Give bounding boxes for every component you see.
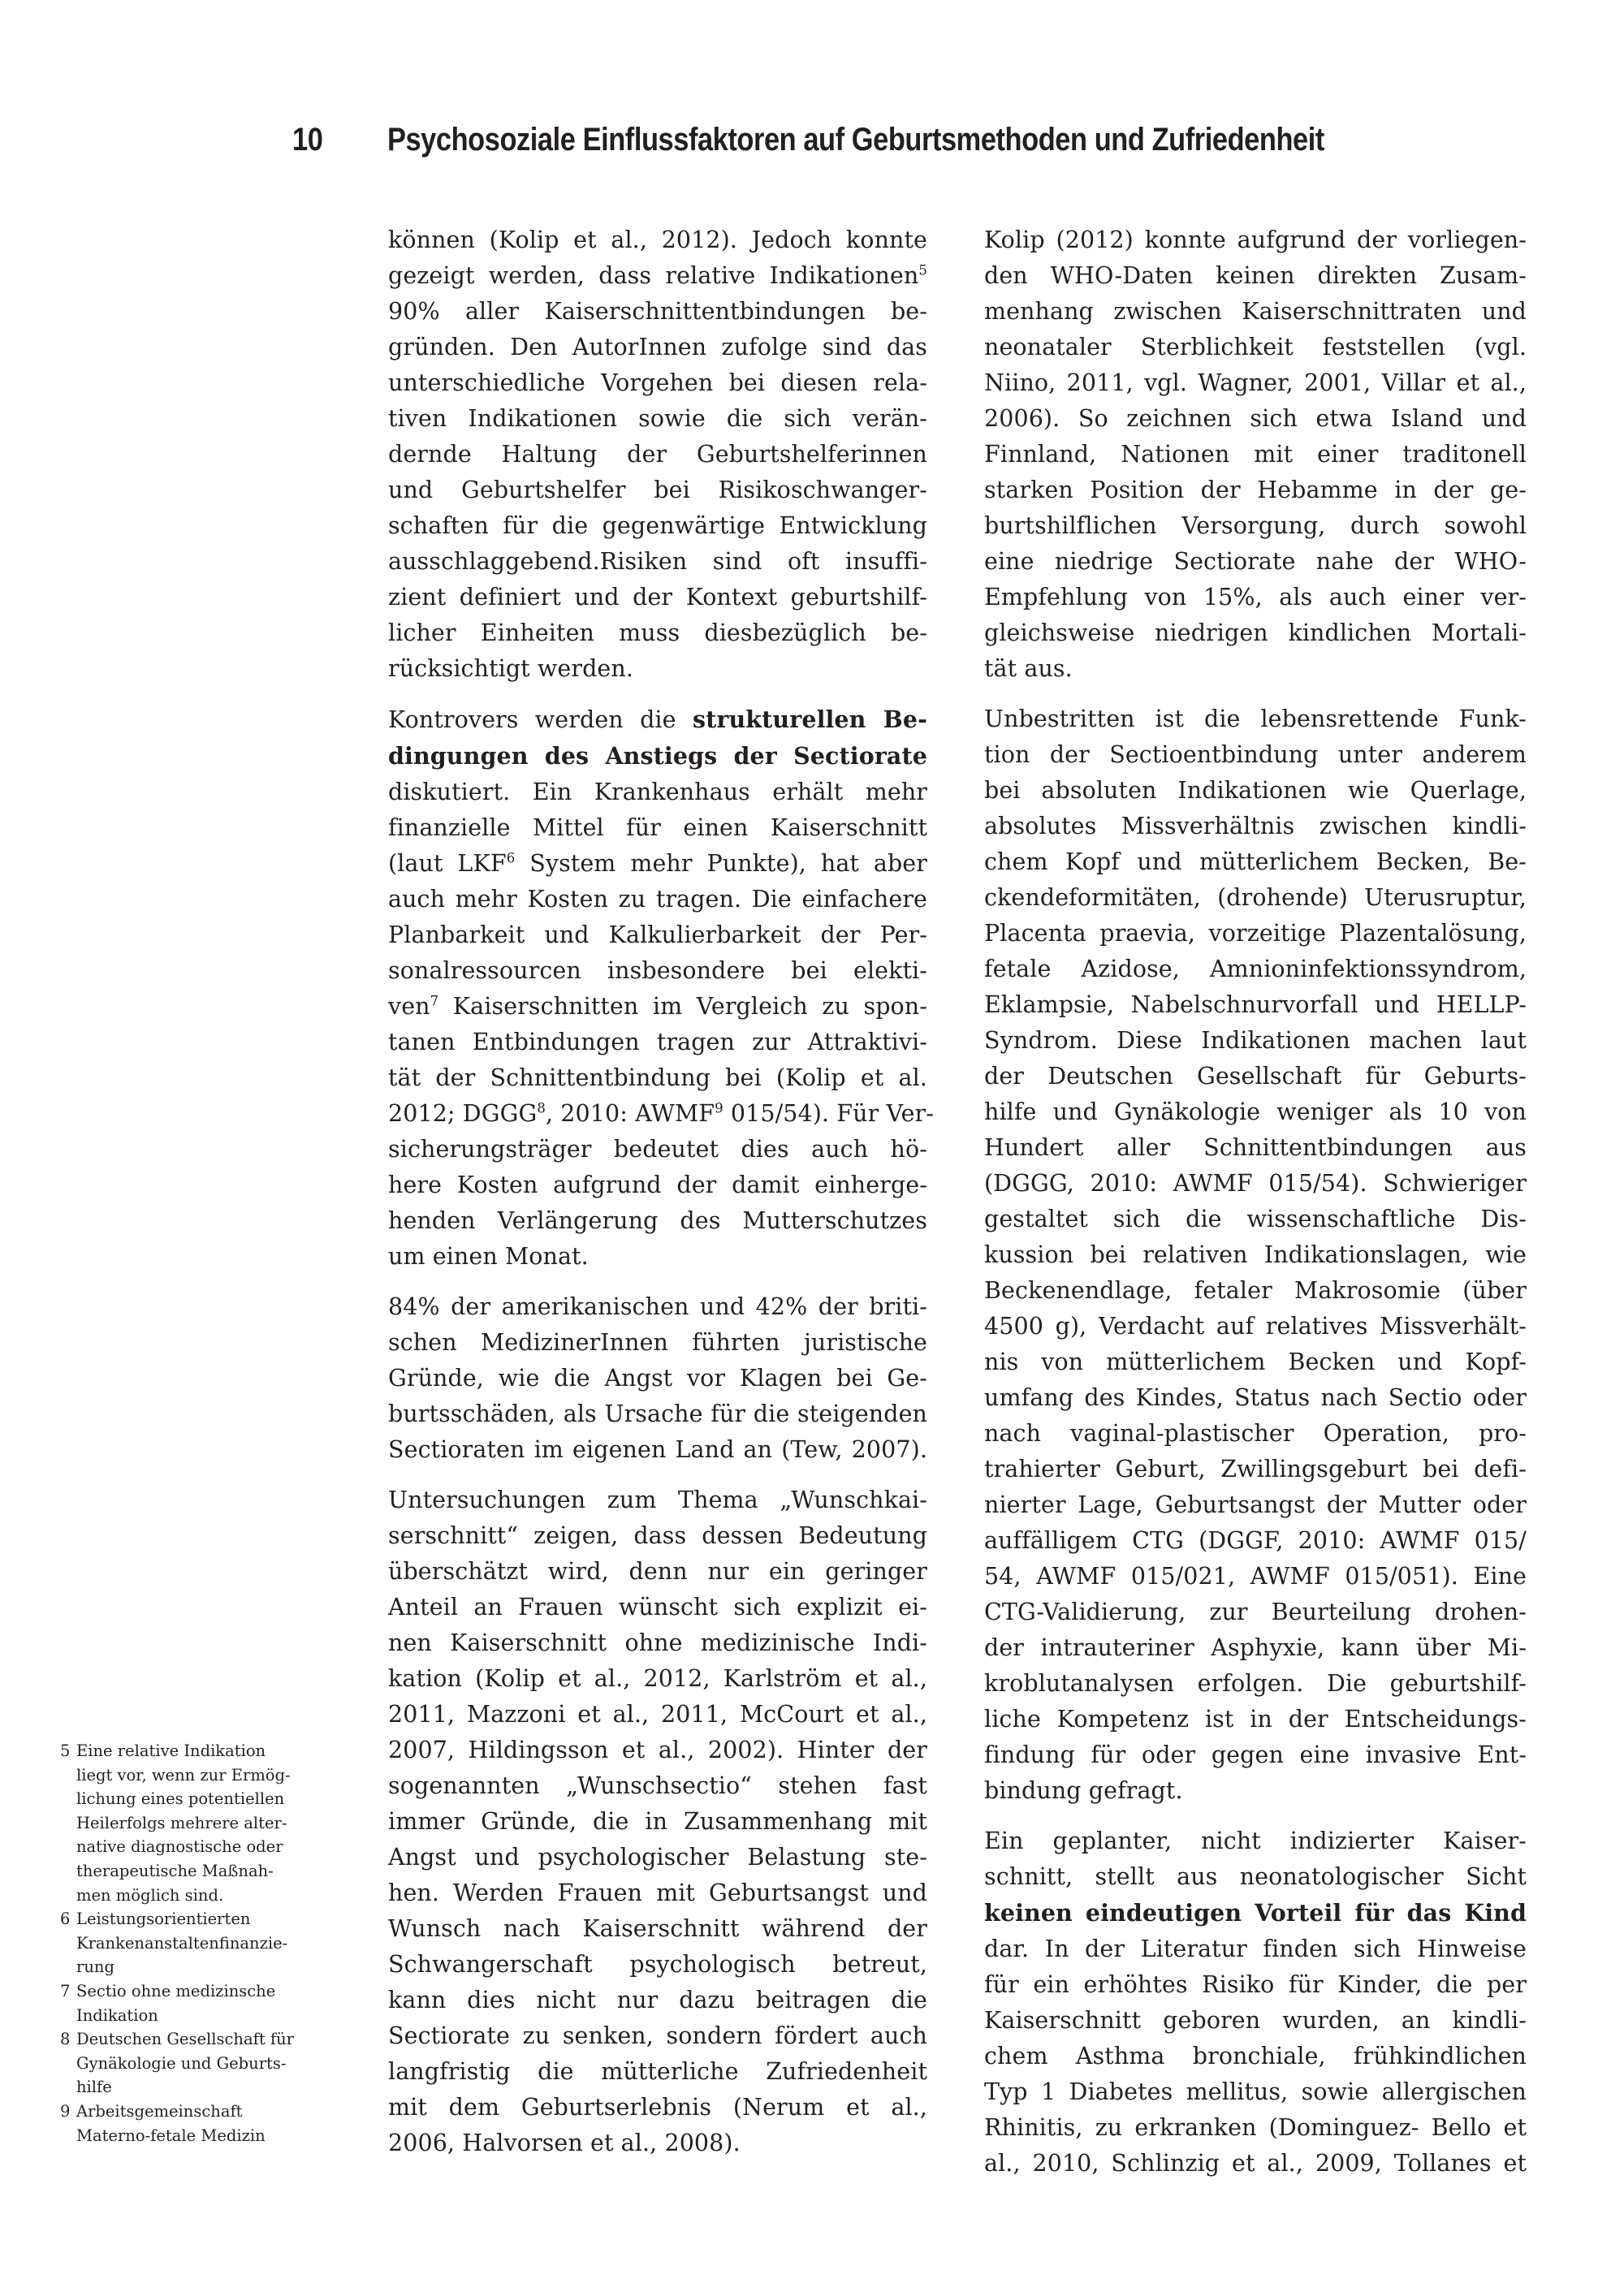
text-line: kussion bei relativen Indikationslagen, wie [984, 1241, 1527, 1268]
text-line: Unbestritten ist die lebensrettende Funk- [984, 706, 1527, 732]
text-line: hilfe und Gynäkologie weniger als 10 von [984, 1098, 1527, 1125]
text-line: Deutschen Gesellschaft für [76, 2030, 294, 2049]
text-line: Eklampsie, Nabelschnurvorfall und HELLP- [984, 991, 1527, 1018]
text-line: chem Kopf und mütterlichem Becken, Be- [984, 848, 1527, 875]
text-line: 2011, Mazzoni et al., 2011, McCourt et al., [388, 1701, 927, 1728]
text-line: ven$^7$ Kaiserschnitten im Vergleich zu spon- [388, 993, 927, 1020]
text-line: burtshilflichen Versorgung, durch sowohl [984, 512, 1527, 539]
text-line: den WHO-Daten keinen direkten Zusam- [984, 262, 1527, 289]
text-line: nen Kaiserschnitt ohne medizinische Indi- [388, 1629, 927, 1656]
text-line: Materno-fetale Medizin [76, 2126, 266, 2145]
text-line: Indikation [76, 2005, 158, 2025]
text-line: hen. Werden Frauen mit Geburtsangst und [388, 1880, 927, 1906]
text-line: 2006). So zeichnen sich etwa Island und [984, 405, 1527, 432]
text-line: immer Gründe, die in Zusammenhang mit [388, 1808, 927, 1835]
footnote-ref-7[interactable]: 7 [430, 993, 439, 1009]
text-line: Angst und psychologischer Belastung ste- [388, 1844, 927, 1871]
text-line: neonataler Sterblichkeit feststellen (vgl. [984, 334, 1527, 360]
text-line: gleichsweise niedrigen kindlichen Mortali- [984, 619, 1527, 646]
text-line: Wunsch nach Kaiserschnitt während der [388, 1915, 927, 1942]
text-line: hilfe [76, 2078, 112, 2097]
text-line: kation (Kolip et al., 2012, Karlström et al., [388, 1665, 927, 1692]
text-line: Schwangerschaft psychologisch betreut, [388, 1951, 927, 1978]
text-line: nierter Lage, Geburtsangst der Mutter oder [984, 1491, 1527, 1518]
page-number: 10 [292, 122, 323, 158]
footnote-number: 5 [60, 1741, 71, 1760]
text-line [388, 738, 927, 775]
emphasis: dingungen des Anstiegs der Sectiorate [388, 742, 927, 770]
text-line: Niino, 2011, vgl. Wagner, 2001, Villar et al., [984, 369, 1527, 396]
paragraph-legal-reasons [388, 1289, 927, 1468]
text-line: (DGGG, 2010: AWMF 015/54). Schwieriger [984, 1170, 1527, 1197]
text-line: starken Position der Hebamme in der ge- [984, 477, 1527, 503]
footnote-number: 8 [60, 2030, 71, 2049]
text-line: Anteil an Frauen wünscht sich explizit ei- [388, 1594, 927, 1621]
paragraph-relative-indications [388, 222, 927, 687]
text-line: Sectioraten im eigenen Land an (Tew, 2007). [388, 1436, 927, 1463]
text-line: 2007, Hildingsson et al., 2002). Hinter der [388, 1737, 927, 1763]
text-line [984, 1895, 1527, 1931]
text-line: Heilerfolgs mehrere alter- [76, 1813, 287, 1832]
paragraph-elective-caesarean [388, 1482, 927, 2161]
paragraph-indications [984, 701, 1527, 1809]
text-line: Planbarkeit und Kalkulierbarkeit der Per- [388, 921, 927, 948]
text-line: um einen Monat. [388, 1243, 589, 1270]
text-line: der Deutschen Gesellschaft für Geburts- [984, 1063, 1527, 1090]
text-line: men möglich sind. [76, 1885, 224, 1905]
text-line: CTG-Validierung, zur Beurteilung drohen- [984, 1599, 1527, 1625]
text-line: unterschiedliche Vorgehen bei diesen rela- [388, 369, 927, 396]
text-line: therapeutische Maßnah- [76, 1861, 274, 1880]
text-line: können (Kolip et al., 2012). Jedoch konnte [388, 227, 927, 253]
text-line: Krankenanstaltenfinanzie- [76, 1933, 288, 1953]
text-line: Gynäkologie und Geburts- [76, 2053, 287, 2073]
text-line: nis von mütterlichem Becken und Kopf- [984, 1349, 1527, 1375]
text-line: Kaiserschnitt geboren wurden, an kindli- [984, 2007, 1527, 2034]
text-line: sonalressourcen insbesondere bei elekti- [388, 957, 927, 984]
text-line: Ein geplanter, nicht indizierter Kaiser- [984, 1828, 1527, 1854]
footnote-ref-9[interactable]: 9 [715, 1100, 723, 1116]
text-line: (laut LKF$^6$ System mehr Punkte), hat aber [388, 850, 927, 877]
text-line: tanen Entbindungen tragen zur Attraktivi- [388, 1029, 927, 1055]
text-line: al., 2010, Schlinzig et al., 2009, Tollanes et [984, 2150, 1527, 2177]
text-line: der intrauteriner Asphyxie, kann über Mi- [984, 1634, 1527, 1661]
footnote-7 [60, 1979, 336, 2027]
text-line: Syndrom. Diese Indikationen machen laut [984, 1027, 1527, 1054]
text-line: kann dies nicht nur dazu beitragen die [388, 1987, 927, 2013]
text-line: Eine relative Indikation [76, 1741, 266, 1760]
text-line: Kontrovers werden die strukturellen Be- [388, 706, 928, 733]
footnotes [60, 1739, 336, 2147]
paragraph-structural-conditions [388, 701, 935, 1275]
text-line: fetale Azidose, Amnioninfektionssyndrom, [984, 956, 1527, 982]
text-line: liche Kompetenz ist in der Entscheidungs- [984, 1706, 1527, 1733]
text-line: und Geburtshelfer bei Risikoschwanger- [388, 477, 927, 503]
text-line: Empfehlung von 15%, als auch einer ver- [984, 584, 1527, 611]
text-line: finanzielle Mittel für einen Kaiserschnitt [388, 814, 927, 841]
footnote-6 [60, 1907, 336, 1979]
text-line: schnitt, stellt aus neonatologischer Sicht [984, 1863, 1527, 1890]
text-line: Arbeitsgemeinschaft [76, 2101, 243, 2121]
text-line: ckendeformitäten, (drohende) Uterusruptur, [984, 884, 1527, 911]
text-line: dar. In der Literatur finden sich Hinweise [984, 1936, 1527, 1962]
text-line: Sectiorate zu senken, sondern fördert auch [388, 2022, 927, 2049]
text-line: eine niedrige Sectiorate nahe der WHO- [984, 548, 1527, 575]
text-line: Sectio ohne medizinsche [76, 1981, 276, 2000]
text-line: nach vaginal-plastischer Operation, pro- [984, 1420, 1527, 1447]
text-line: Gründe, wie die Angst vor Klagen bei Ge- [388, 1365, 927, 1392]
text-line: tät aus. [984, 655, 1073, 682]
text-line: Leistungsorientierten [76, 1910, 251, 1929]
text-line: gestaltet sich die wissenschaftliche Dis- [984, 1206, 1527, 1232]
footnote-number: 6 [60, 1910, 71, 1929]
footnote-8 [60, 2027, 336, 2100]
paragraph-who-data [984, 222, 1527, 687]
text-line: mit dem Geburtserlebnis (Nerum et al., [388, 2094, 927, 2121]
text-line: Beckenendlage, fetaler Makrosomie (über [984, 1277, 1527, 1304]
text-line: tiven Indikationen sowie die sich verän- [388, 405, 927, 432]
footnote-number: 9 [60, 2101, 71, 2121]
text-line: langfristig die mütterliche Zufriedenheit [388, 2058, 927, 2085]
text-line: für ein erhöhtes Risiko für Kinder, die per [984, 1971, 1527, 1998]
text-line: Hundert aller Schnittentbindungen aus [984, 1134, 1527, 1161]
text-line: rung [76, 1957, 114, 1977]
text-line: liegt vor, wenn zur Ermög- [76, 1765, 291, 1785]
text-line: native diagnostische oder [76, 1837, 283, 1857]
footnote-ref-8[interactable]: 8 [537, 1100, 546, 1116]
chapter-title: Psychosoziale Einflussfaktoren auf Geburtsmethoden und Zufriedenheit [387, 122, 1324, 158]
text-line: Kolip (2012) konnte aufgrund der vorliegen- [984, 227, 1527, 253]
footnote-5 [60, 1739, 336, 1907]
text-line: findung für oder gegen eine invasive Ent- [984, 1741, 1527, 1768]
text-line: absolutes Missverhältnis zwischen kindli- [984, 813, 1527, 839]
text-line: here Kosten aufgrund der damit einherge- [388, 1172, 927, 1198]
text-line: dernde Haltung der Geburtshelferinnen [388, 441, 927, 468]
text-line: rücksichtigt werden. [388, 655, 634, 682]
text-line: diskutiert. Ein Krankenhaus erhält mehr [388, 779, 927, 805]
main-text-column-left [388, 222, 935, 2176]
text-line: 90% aller Kaiserschnittentbindungen be- [388, 298, 927, 325]
text-line: zient definiert und der Kontext geburtshilf- [388, 584, 927, 611]
text-line: 54, AWMF 015/021, AWMF 015/051). Eine [984, 1563, 1527, 1590]
text-line: schaften für die gegenwärtige Entwicklung [388, 512, 927, 539]
text-line: lichung eines potentiellen [76, 1789, 285, 1809]
text-line: 2012; DGGG$^8$, 2010: AWMF$^9$ 015/54). Für Ver- [388, 1100, 935, 1127]
text-line: überschätzt wird, denn nur ein geringer [388, 1558, 927, 1585]
text-line: chem Asthma bronchiale, frühkindlichen [984, 2043, 1527, 2069]
text-line: burtsschäden, als Ursache für die steigenden [388, 1400, 927, 1427]
text-line: 4500 g), Verdacht auf relatives Missverhält- [984, 1313, 1527, 1340]
text-line: auffälligem CTG (DGGF, 2010: AWMF 015/ [984, 1527, 1527, 1554]
text-line: umfang des Kindes, Status nach Sectio oder [984, 1384, 1527, 1411]
text-line: kroblutanalysen erfolgen. Die geburtshilf- [984, 1670, 1527, 1697]
text-line: tät der Schnittentbindung bei (Kolip et al. [388, 1064, 927, 1091]
running-header [292, 122, 1382, 170]
footnote-ref-5[interactable]: 5 [918, 262, 927, 278]
text-line: Finnland, Nationen mit einer traditonell [984, 441, 1527, 468]
text-line: gezeigt werden, dass relative Indikationen$^5$ [388, 262, 927, 289]
text-line: bei absoluten Indikationen wie Querlage, [984, 777, 1527, 804]
text-line: auch mehr Kosten zu tragen. Die einfachere [388, 886, 927, 913]
text-line: Rhinitis, zu erkranken (Dominguez- Bello et [984, 2114, 1527, 2141]
text-line: gründen. Den AutorInnen zufolge sind das [388, 334, 927, 360]
text-line: tion der Sectioentbindung unter anderem [984, 741, 1527, 768]
text-line: ausschlaggebend.Risiken sind oft insuffi- [388, 548, 927, 575]
text-line: Typ 1 Diabetes mellitus, sowie allergischen [984, 2078, 1527, 2105]
text-line: henden Verlängerung des Mutterschutzes [388, 1207, 927, 1234]
text-line: schen MedizinerInnen führten juristische [388, 1329, 927, 1356]
emphasis: keinen eindeutigen Vorteil für das Kind [984, 1899, 1527, 1927]
text-line: bindung gefragt. [984, 1777, 1183, 1804]
text-line: Untersuchungen zum Thema „Wunschkai- [388, 1487, 927, 1513]
paragraph-neonatal-view [984, 1823, 1527, 2182]
text-line: sicherungsträger bedeutet dies auch hö- [388, 1136, 927, 1163]
text-line: Placenta praevia, vorzeitige Plazentalösung, [984, 920, 1527, 947]
emphasis: strukturellen Be- [692, 706, 928, 733]
text-line: 2006, Halvorsen et al., 2008). [388, 2130, 741, 2156]
text-line: menhang zwischen Kaiserschnittraten und [984, 298, 1527, 325]
text-line: licher Einheiten muss diesbezüglich be- [388, 619, 927, 646]
text-line: sogenannten „Wunschsectio“ stehen fast [388, 1772, 927, 1799]
text-line: serschnitt“ zeigen, dass dessen Bedeutung [388, 1522, 927, 1549]
text-line: trahierter Geburt, Zwillingsgeburt bei defi- [984, 1456, 1527, 1482]
main-text-column-right [984, 222, 1527, 2196]
footnote-number: 7 [60, 1981, 71, 2000]
text-line: 84% der amerikanischen und 42% der briti- [388, 1293, 927, 1320]
footnote-ref-6[interactable]: 6 [506, 850, 516, 866]
footnote-9 [60, 2100, 336, 2147]
